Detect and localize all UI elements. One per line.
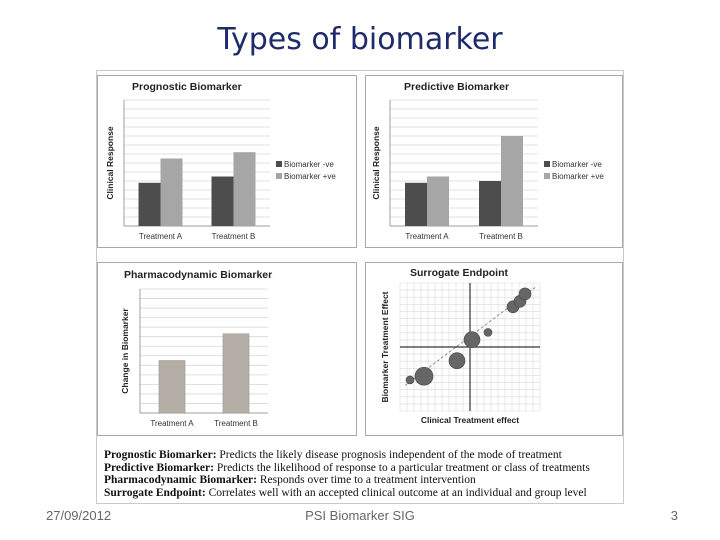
bar [139,183,161,226]
scatter-point [415,367,433,385]
scatter-point [484,328,492,336]
legend-swatch [276,161,282,167]
legend-label: Biomarker -ve [284,160,334,169]
footer-date: 27/09/2012 [46,508,112,523]
bar [212,177,234,227]
scatter-point [406,376,414,384]
chart-title: Pharmacodynamic Biomarker [124,269,273,281]
y-axis-label: Clinical Response [371,126,381,200]
definition-line [104,487,620,500]
legend-swatch [276,173,282,179]
bar [405,183,427,226]
y-axis-label: Biomarker Treatment Effect [380,291,390,403]
definition-line [104,449,620,462]
definition-term: Pharmacodynamic Biomarker: [104,474,257,486]
definition-line [104,474,620,487]
page-number: 3 [670,508,678,523]
bar [427,177,449,227]
x-tick-label: Treatment B [214,419,258,428]
predictive-panel [365,75,623,248]
bar [223,334,249,413]
chart-title: Predictive Biomarker [404,81,510,93]
bar [479,181,501,226]
scatter-point [449,353,465,369]
y-axis-label: Clinical Response [105,126,115,200]
chart-title: Prognostic Biomarker [132,81,242,93]
y-axis-label: Change in Biomarker [120,308,130,394]
definition-text: Predicts the likelihood of response to a particular treatment or class of treatments [213,461,590,474]
x-tick-label: Treatment A [138,232,183,241]
surrogate-chart [366,263,622,435]
pharmacodynamic-chart [98,263,356,435]
definition-text: Predicts the likely disease prognosis independent of the mode of treatment [216,449,562,461]
biomarker-figure [96,70,624,504]
bar [161,159,183,227]
definition-term: Surrogate Endpoint: [104,486,206,499]
surrogate-panel [365,262,623,436]
scatter-point [519,288,531,300]
x-tick-label: Treatment B [479,232,523,241]
bar [159,361,185,413]
definition-term: Predictive Biomarker: [104,461,214,474]
predictive-chart [366,76,622,247]
legend-label: Biomarker +ve [284,172,336,181]
bar [501,136,523,226]
legend-swatch [544,173,550,179]
scatter-point [464,332,480,348]
pharmacodynamic-panel [97,262,357,436]
definition-term: Prognostic Biomarker: [104,449,217,461]
x-axis-label: Clinical Treatment effect [420,415,520,425]
legend-label: Biomarker +ve [552,172,604,181]
definition-text: Responds over time to a treatment intervention [257,474,476,486]
prognostic-chart [98,76,356,247]
bar [234,152,256,226]
prognostic-panel [97,75,357,248]
legend-swatch [544,161,550,167]
definition-line [104,462,620,475]
x-tick-label: Treatment B [211,232,256,241]
x-tick-label: Treatment A [405,232,449,241]
definition-text: Correlates well with an accepted clinical outcome at an individual and group level [205,486,587,499]
chart-title: Surrogate Endpoint [410,267,508,279]
definitions-list [104,449,620,499]
legend-label: Biomarker -ve [552,160,602,169]
footer-center-text: PSI Biomarker SIG [305,508,415,523]
slide-title: Types of biomarker [217,22,503,57]
x-tick-label: Treatment A [150,419,194,428]
